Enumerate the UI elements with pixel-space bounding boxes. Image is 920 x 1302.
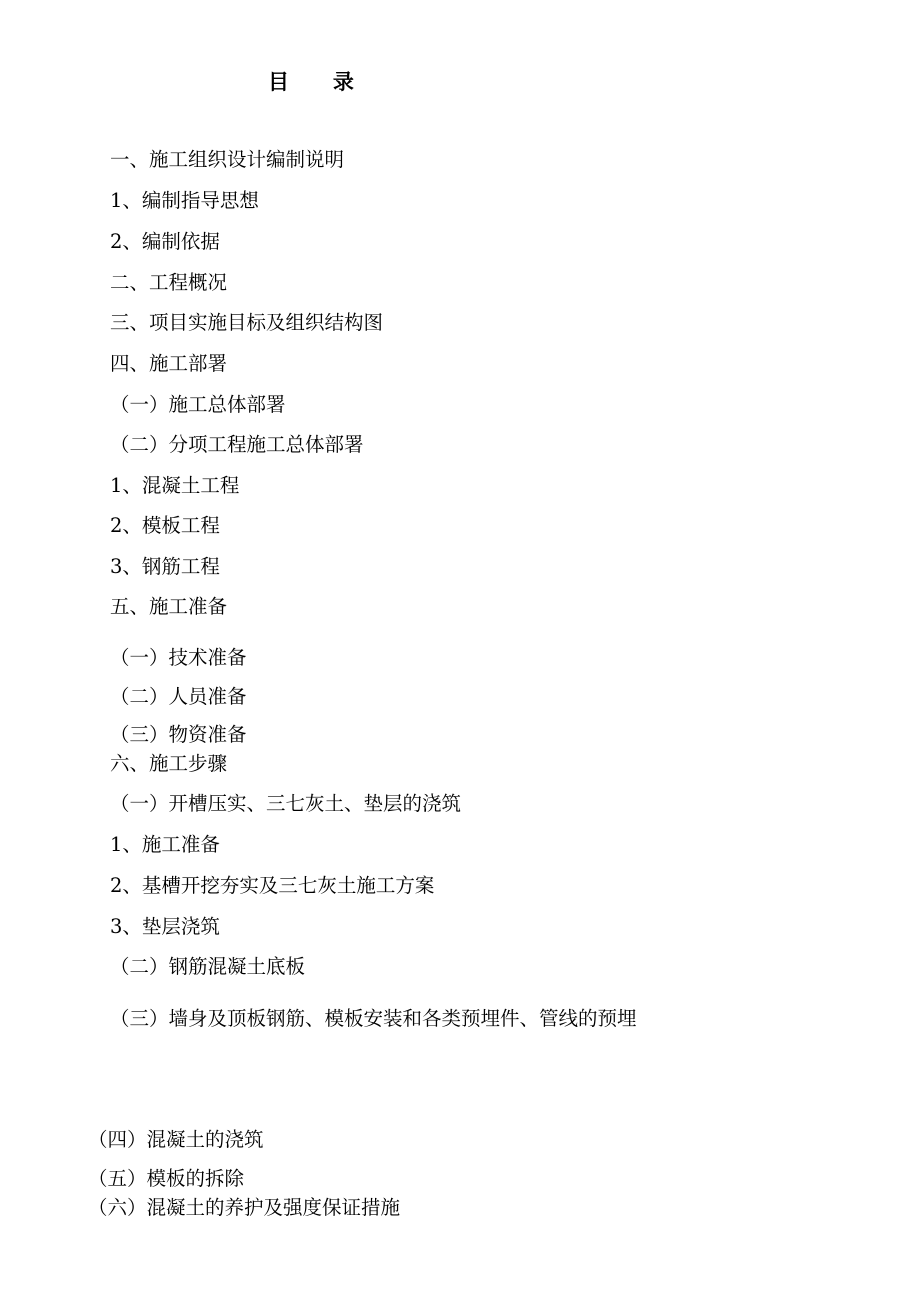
toc-entry: （五）模板的拆除 [88, 1167, 245, 1190]
toc-entry: （六）混凝土的养护及强度保证措施 [88, 1196, 401, 1219]
toc-entry: 1、编制指导思想 [110, 189, 259, 212]
toc-entry: 2、基槽开挖夯实及三七灰土施工方案 [110, 874, 435, 897]
toc-entry: 3、垫层浇筑 [110, 915, 220, 938]
toc-entry: 一、施工组织设计编制说明 [110, 148, 345, 171]
toc-entry: 五、施工准备 [110, 595, 228, 618]
toc-entry: （三）物资准备 [110, 723, 247, 746]
toc-entry: （四）混凝土的浇筑 [88, 1128, 264, 1151]
toc-entry: 二、工程概况 [110, 271, 228, 294]
toc-entry: （一）开槽压实、三七灰土、垫层的浇筑 [110, 792, 462, 815]
toc-entry: （一）技术准备 [110, 646, 247, 669]
toc-entry: （一）施工总体部署 [110, 393, 286, 416]
toc-entry: 三、项目实施目标及组织结构图 [110, 311, 384, 334]
toc-entry: 四、施工部署 [110, 352, 228, 375]
toc-entry: 2、模板工程 [110, 514, 220, 537]
toc-entry: （三）墙身及顶板钢筋、模板安装和各类预埋件、管线的预埋 [110, 1007, 637, 1030]
toc-entry: 3、钢筋工程 [110, 555, 220, 578]
toc-entry: （二）人员准备 [110, 685, 247, 708]
toc-entry: 六、施工步骤 [110, 752, 228, 775]
toc-entry: 2、编制依据 [110, 230, 220, 253]
toc-entry: （二）分项工程施工总体部署 [110, 433, 364, 456]
page-title: 目 录 [268, 69, 354, 94]
toc-entry: 1、混凝土工程 [110, 474, 240, 497]
toc-entry: （二）钢筋混凝土底板 [110, 955, 306, 978]
toc-entry: 1、施工准备 [110, 833, 220, 856]
